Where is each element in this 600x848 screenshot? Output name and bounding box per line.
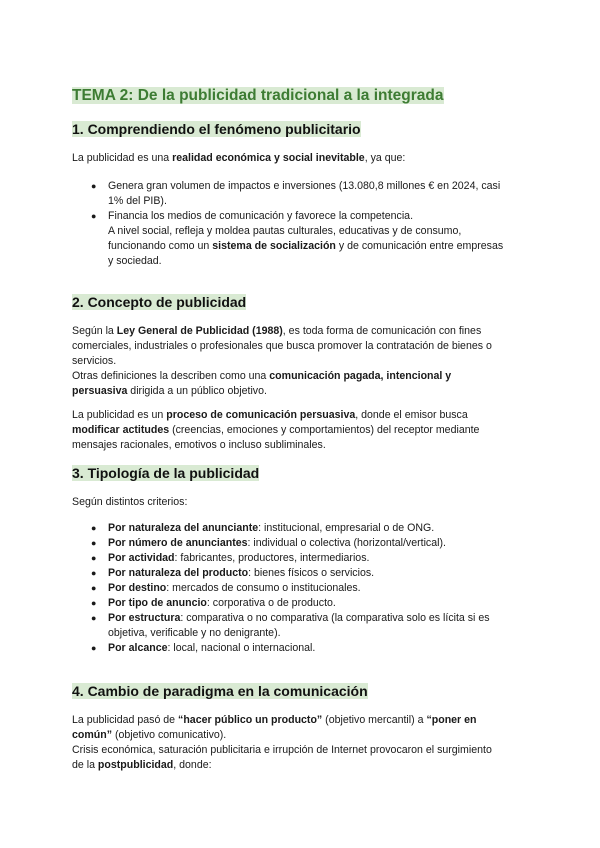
page-title — [72, 86, 444, 106]
bullet-icon: ● — [91, 643, 97, 653]
section-3-list — [91, 521, 538, 656]
section-2-heading: 2. Concepto de publicidad — [72, 294, 247, 310]
list-item: ● Por número de anunciantes: individual o colectiva (horizontal/vertical). — [91, 537, 446, 549]
list-item: ● Genera gran volumen de impactos e inversiones (13.080,8 millones € en 2024, casi 1% del PIB). — [91, 180, 501, 207]
section-1-list — [91, 179, 538, 269]
list-item: ● Financia los medios de comunicación y favorece la competencia. A nivel social, refleja y moldea pautas culturales, educativas y de consumo, funcionando como un sistema de socialización y de comunicación entre empresas y sociedad. — [91, 210, 504, 267]
bullet-icon: ● — [91, 598, 97, 608]
list-item: ● Por estructura: comparativa o no comparativa (la comparativa solo es lícita si es objetiva, verificable y no denigrante). — [91, 612, 490, 639]
section-4-heading: 4. Cambio de paradigma en la comunicación — [72, 683, 368, 699]
list-item: ● Por destino: mercados de consumo o institucionales. — [91, 582, 361, 594]
bullet-icon: ● — [91, 583, 97, 593]
section-2-paragraph-2: La publicidad es un proceso de comunicación persuasiva, donde el emisor busca modificar actitudes (creencias, emociones y comportamientos) del receptor mediante mensajes racionales, emotivos o incluso subliminales. — [72, 409, 480, 451]
bullet-icon: ● — [91, 538, 97, 548]
bullet-icon: ● — [91, 613, 97, 623]
bullet-icon: ● — [91, 568, 97, 578]
section-3-intro: Según distintos criterios: — [72, 496, 188, 508]
section-3-heading: 3. Tipología de la publicidad — [72, 465, 260, 481]
list-item: ● Por alcance: local, nacional o internacional. — [91, 642, 316, 654]
bullet-icon: ● — [91, 211, 97, 221]
section-2-paragraph-1: Según la Ley General de Publicidad (1988), es toda forma de comunicación con fines comerciales, industriales o profesionales que busca promover la contratación de bienes o servicios. Otras definiciones la describen como una comunicación pagada, intencional y persuasiva dirigida a un público objetivo. — [72, 325, 492, 397]
list-item: ● Por tipo de anuncio: corporativa o de producto. — [91, 597, 336, 609]
page-title-text: TEMA 2: De la publicidad tradicional a la integrada — [72, 87, 444, 104]
bullet-icon: ● — [91, 553, 97, 563]
bullet-icon: ● — [91, 181, 97, 191]
list-item: ● Por actividad: fabricantes, productores, intermediarios. — [91, 552, 370, 564]
section-1-intro: La publicidad es una realidad económica y social inevitable, ya que: — [72, 152, 406, 164]
section-4-paragraph: La publicidad pasó de “hacer público un producto” (objetivo mercantil) a “poner en común” (objetivo comunicativo). Crisis económica, saturación publicitaria e irrupción de Internet provocaron el surgimiento de la postpublicidad, donde: — [72, 714, 492, 771]
section-1-heading: 1. Comprendiendo el fenómeno publicitario — [72, 121, 361, 137]
bullet-icon: ● — [91, 523, 97, 533]
list-item: ● Por naturaleza del producto: bienes físicos o servicios. — [91, 567, 375, 579]
list-item: ● Por naturaleza del anunciante: institucional, empresarial o de ONG. — [91, 522, 435, 534]
